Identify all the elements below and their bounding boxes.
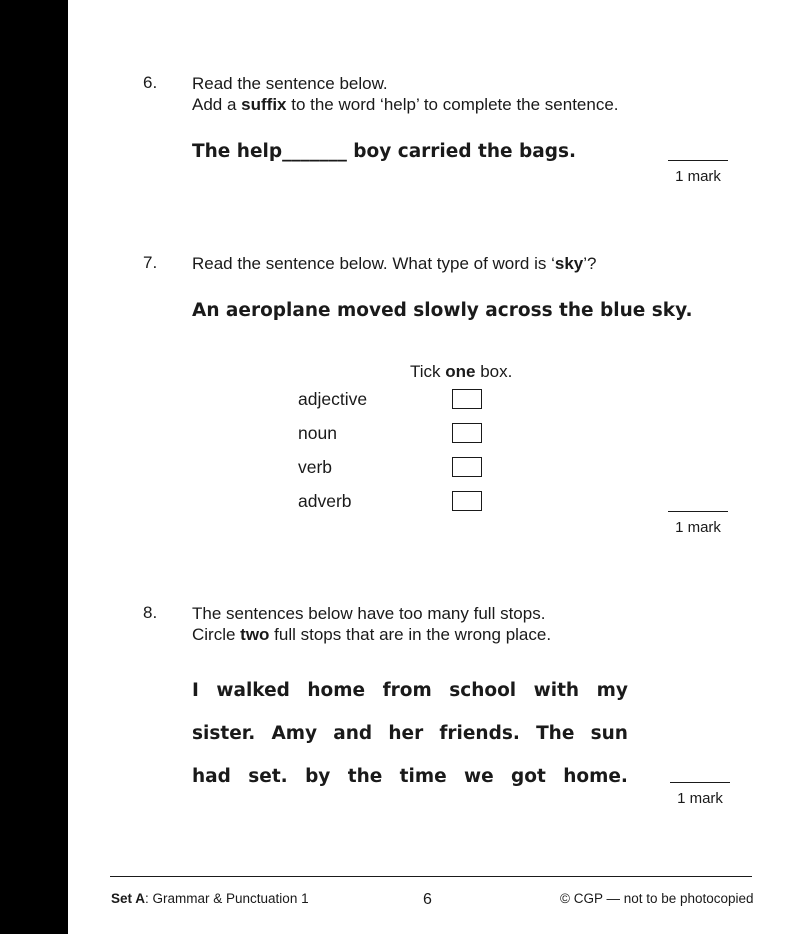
tick-box-adverb[interactable]: [452, 491, 482, 511]
word[interactable]: my: [596, 680, 628, 701]
word[interactable]: got: [511, 766, 546, 787]
left-black-margin: [0, 0, 68, 934]
word[interactable]: had: [192, 766, 231, 787]
word[interactable]: by: [305, 766, 331, 787]
word[interactable]: from: [382, 680, 432, 701]
tick-instruction: Tick one box.: [410, 362, 513, 381]
word[interactable]: friends.: [439, 723, 520, 744]
word[interactable]: with: [533, 680, 580, 701]
word[interactable]: time: [399, 766, 447, 787]
question-6-mark-line: [668, 160, 728, 161]
page-number: 6: [423, 891, 432, 908]
tick-box-adjective[interactable]: [452, 389, 482, 409]
word[interactable]: home.: [563, 766, 628, 787]
keyword-two: two: [240, 625, 270, 644]
word[interactable]: sister.: [192, 723, 256, 744]
question-8-instruction-2: Circle two full stops that are in the wrong place.: [192, 625, 552, 644]
footer-set-label: Set A: Grammar & Punctuation 1: [111, 891, 309, 906]
word[interactable]: school: [449, 680, 517, 701]
answer-blank[interactable]: _______: [282, 141, 347, 162]
word[interactable]: The: [536, 723, 575, 744]
paragraph-line-2: [192, 723, 628, 744]
question-7-instruction: Read the sentence below. What type of word is ‘sky’?: [192, 254, 597, 273]
question-6-mark-label: 1 mark: [675, 168, 721, 185]
question-8-instruction-1: The sentences below have too many full stops.: [192, 604, 546, 623]
word[interactable]: her: [388, 723, 424, 744]
option-label-adverb: adverb: [298, 491, 352, 511]
footer-rule: [110, 876, 752, 877]
keyword-suffix: suffix: [241, 95, 287, 114]
word[interactable]: and: [333, 723, 373, 744]
question-6-number: 6.: [143, 73, 158, 92]
word[interactable]: walked: [216, 680, 290, 701]
word[interactable]: sun: [590, 723, 628, 744]
option-label-adjective: adjective: [298, 389, 368, 409]
footer-copyright: © CGP — not to be photocopied: [560, 891, 754, 906]
question-6-instruction-2: Add a suffix to the word ‘help’ to complete the sentence.: [192, 95, 619, 114]
word[interactable]: set.: [248, 766, 288, 787]
option-label-noun: noun: [298, 423, 337, 443]
question-8-mark-line: [670, 782, 730, 783]
word[interactable]: we: [464, 766, 494, 787]
tick-box-noun[interactable]: [452, 423, 482, 443]
keyword-sky: sky: [554, 254, 584, 273]
paragraph-line-3: [192, 766, 628, 787]
question-8-mark-label: 1 mark: [677, 790, 723, 807]
tick-box-verb[interactable]: [452, 457, 482, 477]
word[interactable]: the: [347, 766, 383, 787]
option-label-verb: verb: [298, 457, 333, 477]
question-7-mark-label: 1 mark: [675, 519, 721, 536]
word[interactable]: home: [307, 680, 366, 701]
question-6-sentence: The help_______ boy carried the bags.: [192, 141, 577, 162]
question-7-number: 7.: [143, 253, 158, 272]
question-7-mark-line: [668, 511, 728, 512]
question-7-sentence: An aeroplane moved slowly across the blue sky.: [192, 300, 693, 321]
word[interactable]: I: [192, 680, 199, 701]
question-8-number: 8.: [143, 603, 158, 622]
question-6-instruction-1: Read the sentence below.: [192, 74, 388, 93]
word[interactable]: Amy: [271, 723, 318, 744]
paragraph-line-1: [192, 680, 628, 701]
